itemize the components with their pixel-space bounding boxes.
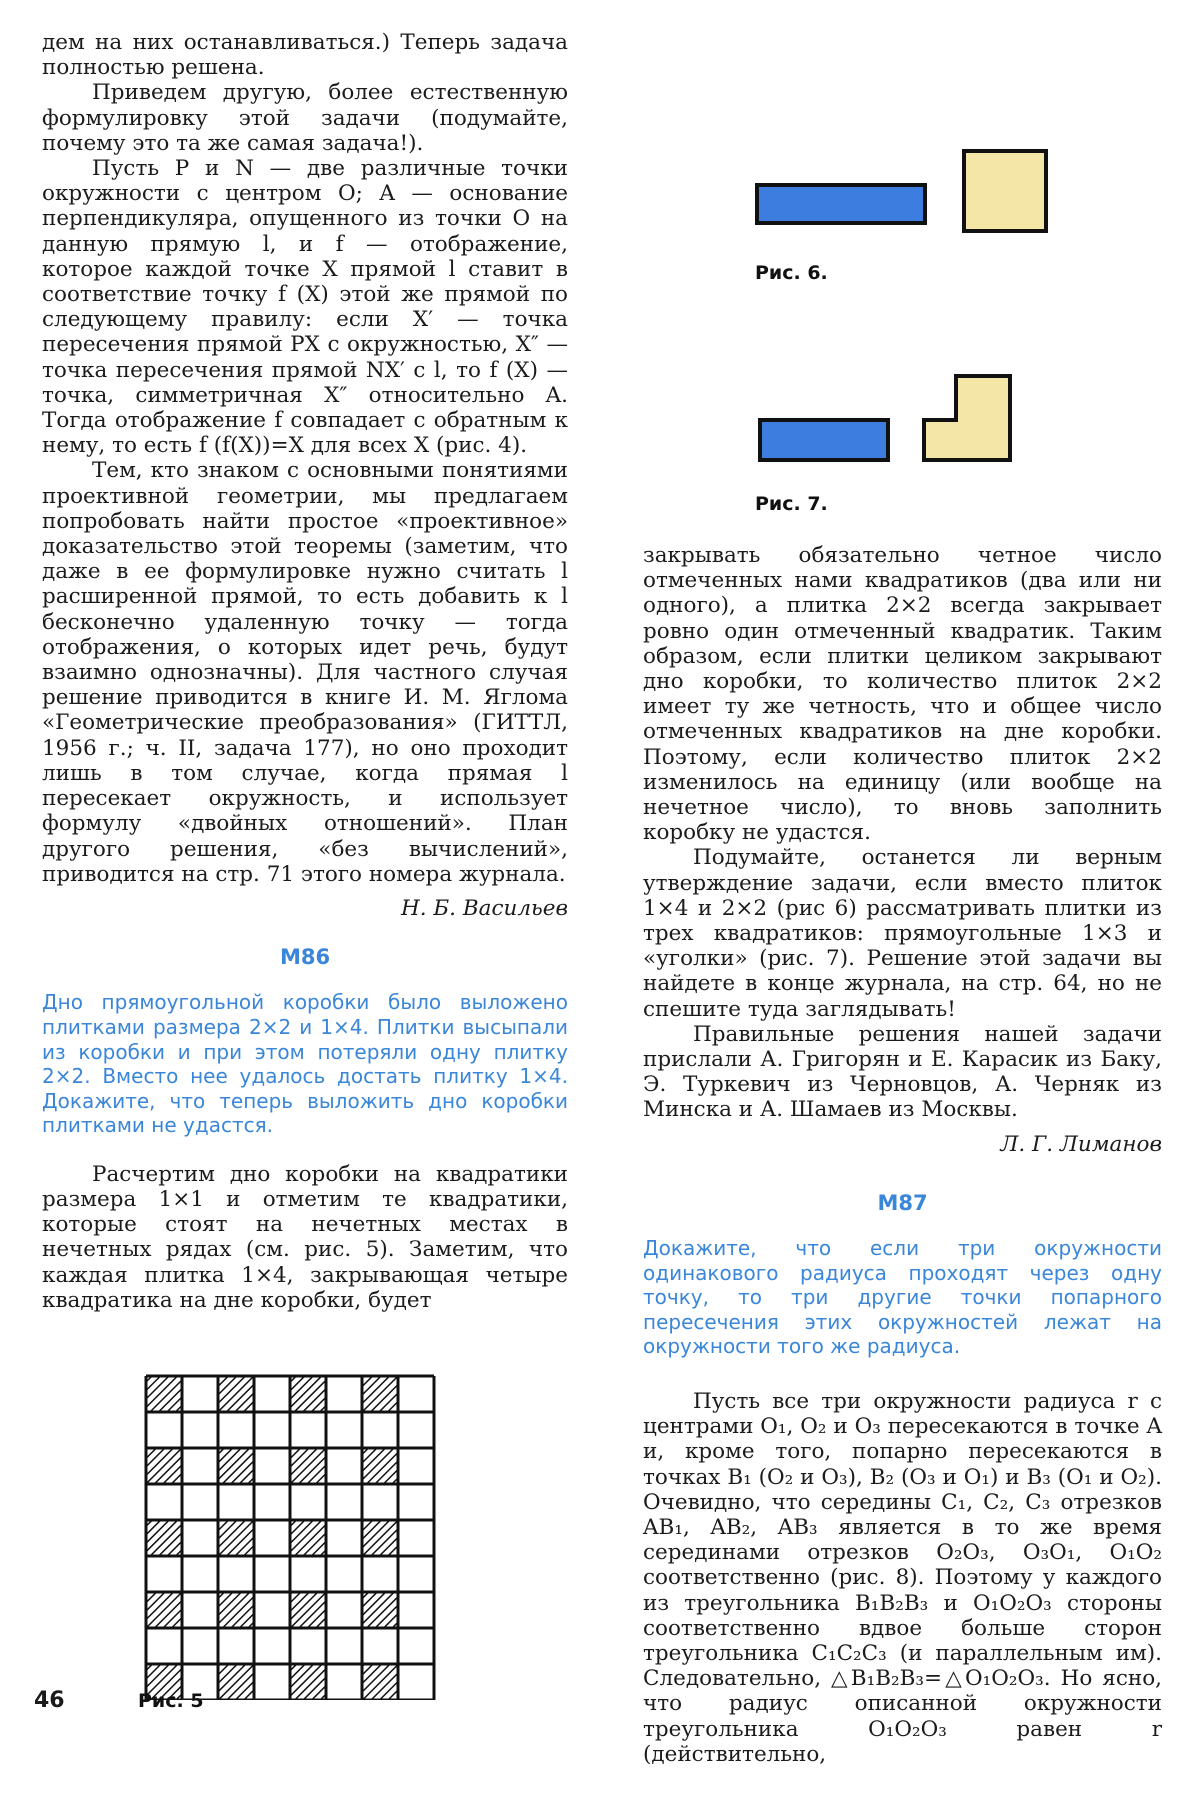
paragraph: Приведем другую, более естественную формулировку этой задачи (подумайте, почему это та же самая задача!).: [42, 80, 568, 156]
figure-5-caption: Рис. 5: [138, 1690, 204, 1712]
paragraph: закрывать обязательно четное число отмеченных нами квадратиков (два или ни одного), а плитка 2×2 всегда закрывает ровно один отмеченный квадратик. Таким образом, если плитки целиком закрывают дно коробки, то количество плиток 2×2 имеет ту же четность, что и общее число отмеченных квадратиков на дне коробки. Поэтому, если количество плиток 2×2 изменилось на единицу (или вообще на нечетное число), то вновь заполнить коробку не удастся.: [643, 543, 1162, 846]
paragraph: Пусть все три окружности радиуса r с центрами O₁, O₂ и O₃ пересекаются в точке A и, кроме того, попарно пересекаются в точках B₁ (O₂ и O₃), B₂ (O₃ и O₁) и B₃ (O₁ и O₂). Очевидно, что середины C₁, C₂, C₃ отрезков AB₁, AB₂, AB₃ является в то же время серединами отрезков O₂O₃, O₃O₁, O₁O₂ соответственно (рис. 8). Поэтому у каждого из треугольника B₁B₂B₃ и O₁O₂O₃ стороны соответственно вдвое больше сторон треугольника C₁C₂C₃ (и параллельным им). Следовательно, △B₁B₂B₃=△O₁O₂O₃. Но ясно, что радиус описанной окружности треугольника O₁O₂O₃ равен r (действительно,: [643, 1389, 1162, 1767]
figure-6-caption: Рис. 6.: [755, 262, 828, 284]
author-signature: Л. Г. Лиманов: [1000, 1131, 1162, 1157]
marked-square: [362, 1376, 398, 1412]
figure-6: [752, 145, 1062, 245]
paragraph: Пусть P и N — две различные точки окружности с центром O; A — основание перпендикуляра, опущенного из точки O на данную прямую l, и f — отображение, которое каждой точке X прямой l ставит в соответствие точку f (X) этой же прямой по следующему правилу: если X′ — точка пересечения прямой PX с окружностью, X″ — точка пересечения прямой NX′ с l, то f (X) — точка, симметричная X″ относительно A. Тогда отображение f совпадает с обратным к нему, то есть f (f(X))=X для всех X (рис. 4).: [42, 156, 568, 459]
marked-square: [290, 1592, 326, 1628]
marked-square: [218, 1664, 254, 1700]
page-number: 46: [34, 1688, 65, 1713]
marked-square: [146, 1592, 182, 1628]
right-column: [643, 543, 1162, 1767]
paragraph: Правильные решения нашей задачи прислали А. Григорян и Е. Карасик из Баку, Э. Туркевич из Черновцов, А. Черняк из Минска и А. Шамаев из Москвы.: [643, 1021, 1162, 1123]
marked-square: [290, 1664, 326, 1700]
figure-7: [752, 368, 1062, 478]
marked-square: [290, 1520, 326, 1556]
problem-text: Дно прямоугольной коробки было выложено плитками размера 2×2 и 1×4. Плитки высыпали из коробки и при этом потеряли одну плитку 2×2. Вместо нее удалось достать плитку 1×4. Докажите, что теперь выложить дно коробки плитками не удастся.: [42, 990, 568, 1138]
problem-heading-m86: М86: [279, 945, 331, 970]
problem-statement-m87: [643, 1236, 1162, 1359]
figure-7-caption: Рис. 7.: [755, 493, 828, 515]
author-signature: Н. Б. Васильев: [400, 895, 568, 921]
paragraph: Расчертим дно коробки на квадратики размера 1×1 и отметим те квадратики, которые стоят на нечетных местах в нечетных рядах (см. рис. 5). Заметим, что каждая плитка 1×4, закрывающая четыре квадратика на дне коробки, будет: [42, 1161, 568, 1313]
marked-square: [218, 1520, 254, 1556]
problem-heading-m87: М87: [877, 1190, 928, 1215]
marked-square: [290, 1448, 326, 1484]
figure-5-grid: [140, 1370, 440, 1700]
marked-square: [146, 1448, 182, 1484]
marked-square: [218, 1448, 254, 1484]
marked-square: [362, 1520, 398, 1556]
problem-statement-m86: [42, 990, 568, 1138]
paragraph: Подумайте, останется ли верным утверждение задачи, если вместо плиток 1×4 и 2×2 (рис 6) рассматривать плитки из трех квадратиков: прямоугольные 1×3 и «уголки» (рис. 7). Решение этой задачи вы найдете в конце журнала, на стр. 64, но не спешите туда заглядывать!: [643, 845, 1162, 1022]
marked-square: [146, 1376, 182, 1412]
tile-1x4-blue: [757, 185, 925, 223]
marked-square: [362, 1448, 398, 1484]
problem-text: Докажите, что если три окружности одинакового радиуса проходят через одну точку, то три другие точки попарного пересечения этих окружностей лежат на окружности того же радиуса.: [643, 1236, 1162, 1359]
tile-2x2-yellow: [964, 151, 1046, 231]
paragraph: дем на них останавливаться.) Теперь задача полностью решена.: [42, 30, 568, 81]
marked-square: [290, 1376, 326, 1412]
left-column: [42, 30, 568, 1313]
paragraph: Тем, кто знаком с основными понятиями проективной геометрии, мы предлагаем попробовать найти простое «проективное» доказательство этой теоремы (заметим, что даже в ее формулировке нужно считать l расширенной прямой, то есть добавить к l бесконечно удаленную точку — тогда отображения, о которых идет речь, будут взаимно однозначны). Для частного случая решение приводится в книге И. М. Яглома «Геометрические преобразования» (ГИТТЛ, 1956 г.; ч. II, задача 177), но оно проходит лишь в том случае, когда прямая l пересекает окружность, и использует формулу «двойных отношений». План другого решения, «без вычислений», приводится на стр. 71 этого номера журнала.: [42, 458, 568, 887]
marked-square: [218, 1592, 254, 1628]
tile-1x3-blue: [760, 420, 888, 460]
marked-square: [362, 1664, 398, 1700]
tile-corner-yellow: [924, 376, 1010, 460]
marked-square: [218, 1376, 254, 1412]
marked-square: [146, 1520, 182, 1556]
marked-square: [362, 1592, 398, 1628]
